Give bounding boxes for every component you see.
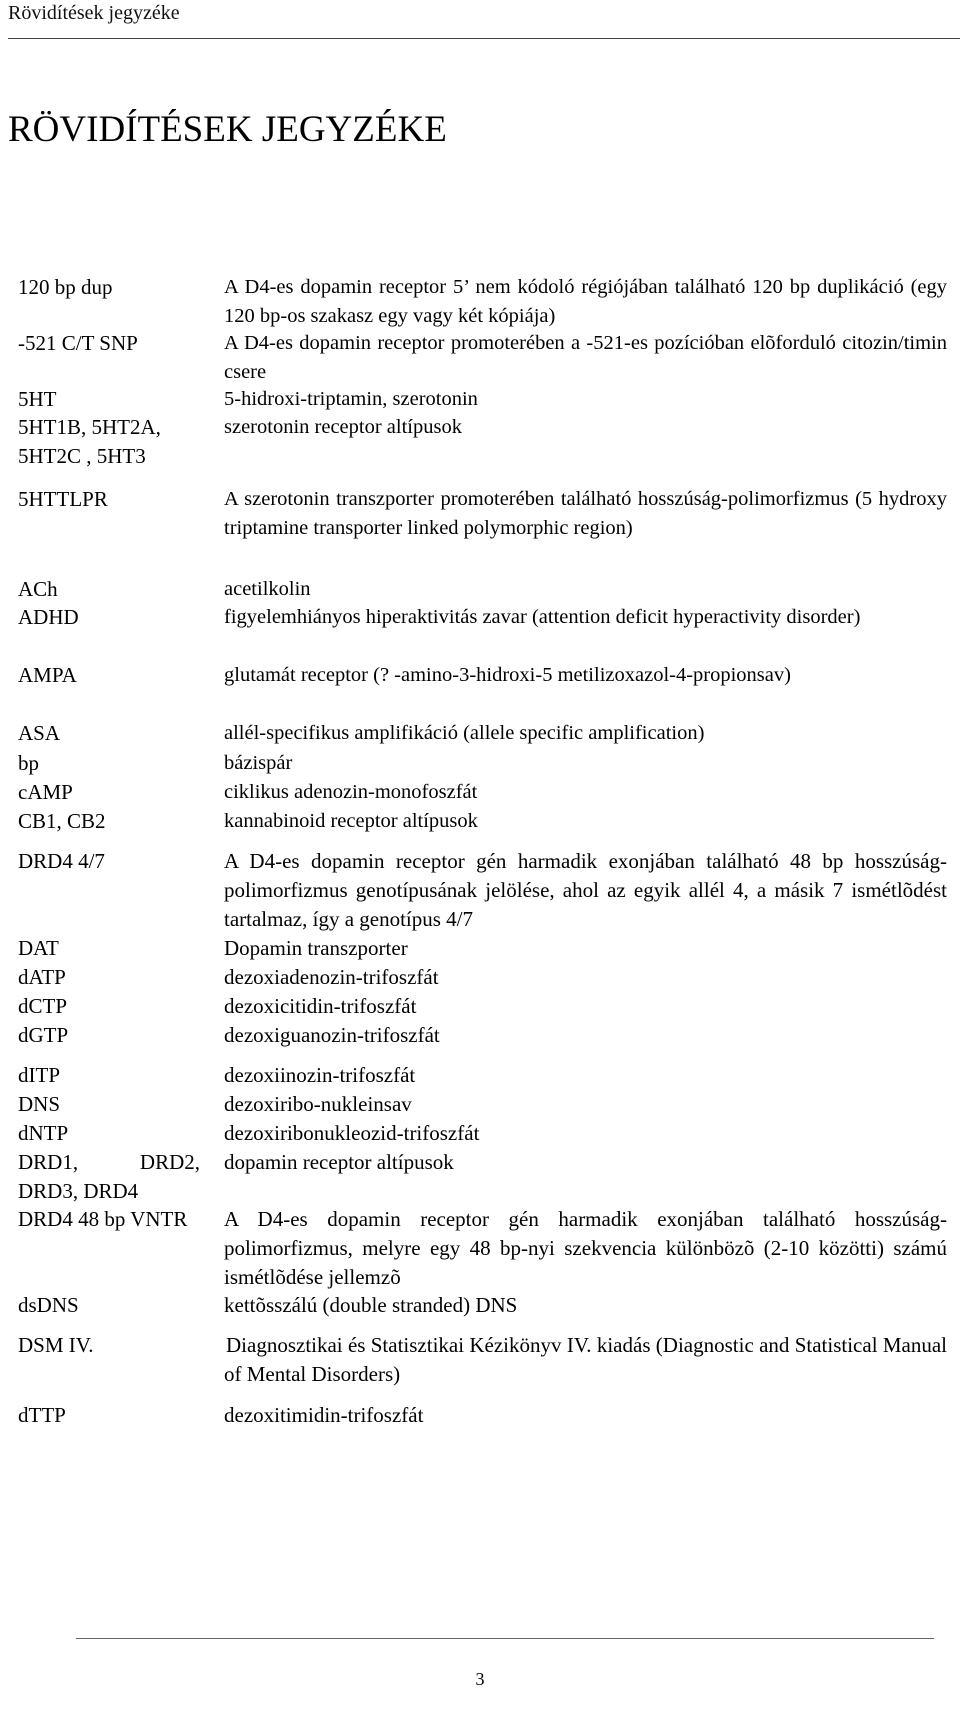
entry-definition: A D4-es dopamin receptor gén harmadik exonjában található 48 bp hosszúság-polimorfizmus genotípusának jelölése, ahol az egyik allél 4, a másik 7 ismétlõdést tartalmaz, így a genotípus 4/7 <box>224 849 947 931</box>
page-number: 3 <box>475 1669 485 1689</box>
entry-abbr: dATP <box>18 965 66 989</box>
entry-abbr: DNS <box>18 1092 61 1116</box>
entry-definition: allél-specifikus amplifikáció (allele specific amplification) <box>224 722 705 744</box>
entry-definition: A szerotonin transzporter promoterében található hosszúság-polimorfizmus (5 hydroxy triptamine transporter linked polymorphic region) <box>224 488 947 539</box>
entry-cb <box>18 807 958 847</box>
entry-abbr: bp <box>18 751 39 775</box>
entry-definition: ciklikus adenozin-monofoszfát <box>224 781 478 803</box>
entry-definition: 5-hidroxi-triptamin, szerotonin <box>224 388 478 410</box>
entry-definition: dezoxiribo-nukleinsav <box>224 1092 412 1116</box>
entry-definition: dezoxicitidin-trifoszfát <box>224 994 417 1018</box>
entry-5ht <box>18 385 958 413</box>
entry-dat <box>18 934 958 963</box>
entry-definition: szerotonin receptor altípusok <box>224 416 462 438</box>
entry-definition: dezoxitimidin-trifoszfát <box>224 1403 424 1427</box>
entry-definition: A D4-es dopamin receptor gén harmadik exonjában található hosszúság-polimorfizmus, melyre egy 48 bp-nyi szekvencia különbözõ (2-10 közötti) számú ismétlõdése jellemzõ <box>224 1207 947 1289</box>
entry-datp <box>18 963 958 992</box>
entry-abbr: 5HT1B, 5HT2A, 5HT2C , 5HT3 <box>18 415 161 468</box>
entry-abbr: ACh <box>18 577 58 601</box>
header-rule <box>8 38 960 39</box>
entry-dgtp <box>18 1021 958 1061</box>
entry-abbr: 5HT <box>18 387 57 411</box>
entry-definition: dezoxiinozin-trifoszfát <box>224 1063 416 1087</box>
entry-abbr: ASA <box>18 721 61 745</box>
entry-abbr: dTTP <box>18 1403 66 1427</box>
entry-adhd <box>18 603 958 661</box>
entry-ditp <box>18 1061 958 1090</box>
entry-abbr: dNTP <box>18 1121 69 1145</box>
entry-abbr: dITP <box>18 1063 60 1087</box>
entry-definition: kannabinoid receptor altípusok <box>224 810 478 832</box>
entry-bp <box>18 749 958 778</box>
entry-abbr: 120 bp dup <box>18 275 113 299</box>
entry-definition: dezoxiadenozin-trifoszfát <box>224 965 439 989</box>
entry-dntp <box>18 1119 958 1148</box>
abbreviation-list <box>18 273 958 1430</box>
entry-abbr: dCTP <box>18 994 68 1018</box>
entry-definition: A D4-es dopamin receptor promoterében a -521-es pozícióban elõforduló citozin/timin csere <box>224 332 947 383</box>
entry-definition: dezoxiguanozin-trifoszfát <box>224 1023 440 1047</box>
page-title: RÖVIDÍTÉSEK JEGYZÉKE <box>8 109 447 150</box>
entry-dsdns <box>18 1291 958 1331</box>
entry-abbr: cAMP <box>18 780 73 804</box>
entry-drd4-vntr <box>18 1205 958 1291</box>
entry-abbr: DAT <box>18 936 59 960</box>
entry-definition: A D4-es dopamin receptor 5’ nem kódoló régiójában található 120 bp duplikáció (egy 120 bp-os szakasz egy vagy két kópiája) <box>224 276 947 327</box>
entry-dctp <box>18 992 958 1021</box>
entry-definition: dopamin receptor altípusok <box>224 1150 454 1174</box>
entry-120bp-dup <box>18 273 958 329</box>
entry-dns <box>18 1090 958 1119</box>
entry-abbr: dsDNS <box>18 1293 79 1317</box>
entry-definition: Dopamin transzporter <box>224 936 408 960</box>
entry-abbr: CB1, CB2 <box>18 809 106 833</box>
footer-rule <box>76 1638 934 1639</box>
entry-asa <box>18 719 958 749</box>
entry-abbr: DRD4 48 bp VNTR <box>18 1207 188 1231</box>
entry-5httlpr <box>18 485 958 575</box>
entry-abbr: 5HTTLPR <box>18 487 108 511</box>
entry-ampa <box>18 661 958 719</box>
entry-abbr: DRD4 4/7 <box>18 849 105 873</box>
entry-abbr: ADHD <box>18 605 79 629</box>
entry-dsm-iv <box>18 1331 958 1401</box>
entry-definition: bázispár <box>224 752 293 774</box>
entry-drd4-47 <box>18 847 958 934</box>
entry-drd-subtypes <box>18 1148 958 1205</box>
entry-definition: acetilkolin <box>224 578 311 600</box>
entry-definition: figyelemhiányos hiperaktivitás zavar (attention deficit hyperactivity disorder) <box>224 606 861 628</box>
entry-definition: kettõsszálú (double stranded) DNS <box>224 1293 518 1317</box>
entry-abbr: -521 C/T SNP <box>18 331 138 355</box>
entry-5ht-subtypes <box>18 413 958 485</box>
entry-dttp <box>18 1401 958 1430</box>
entry-ach <box>18 575 958 603</box>
entry-abbr: dGTP <box>18 1023 69 1047</box>
entry-definition: dezoxiribonukleozid-trifoszfát <box>224 1121 480 1145</box>
entry-521-snp <box>18 329 958 385</box>
entry-camp <box>18 778 958 807</box>
entry-abbr: DSM IV. <box>18 1333 94 1357</box>
entry-definition: glutamát receptor (? -amino-3-hidroxi-5 metilizoxazol-4-propionsav) <box>224 664 791 686</box>
entry-abbr: DRD1, DRD2, DRD3, DRD4 <box>18 1150 200 1203</box>
running-header: Rövidítések jegyzéke <box>8 2 180 24</box>
entry-definition: Diagnosztikai és Statisztikai Kézikönyv IV. kiadás (Diagnostic and Statistical Manual of Mental Disorders) <box>224 1333 947 1386</box>
entry-abbr: AMPA <box>18 663 77 687</box>
